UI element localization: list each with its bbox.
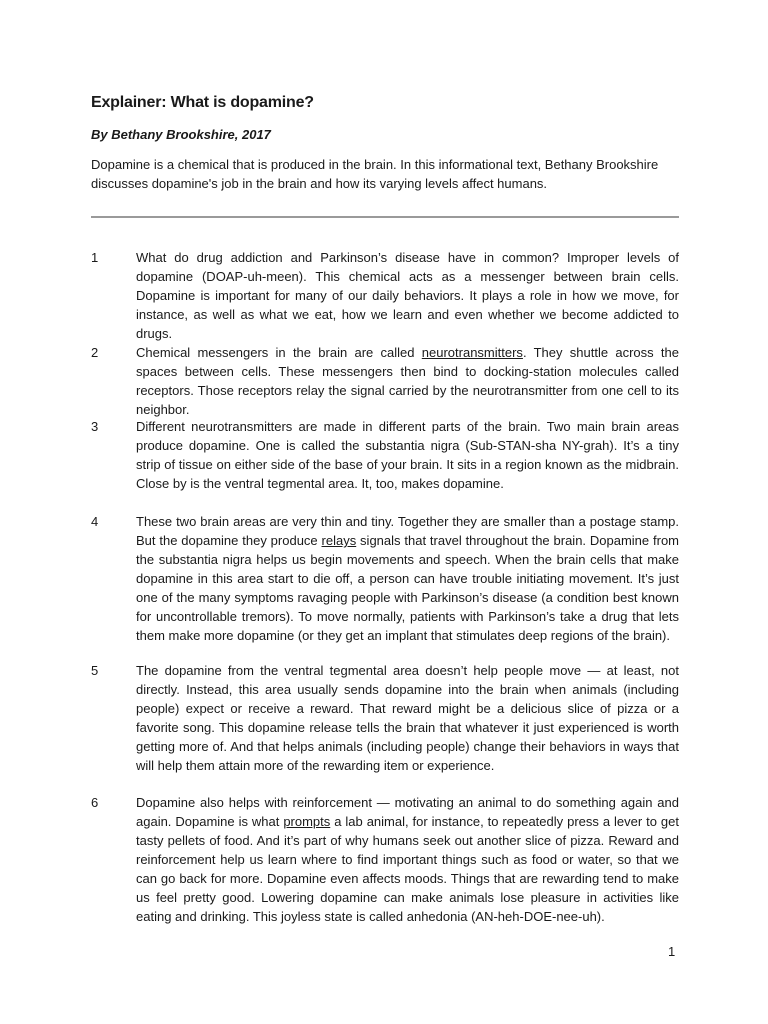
paragraph-text bbox=[136, 661, 679, 775]
paragraph-text bbox=[136, 512, 679, 645]
paragraph-text bbox=[136, 793, 679, 926]
paragraph-text-segment: Dopamine also helps with reinforcement — motivating an animal to do something again and again. Dopamine is what bbox=[136, 795, 679, 829]
paragraph-text-segment: a lab animal, for instance, to repeatedly press a lever to get tasty pellets of food. And it’s part of why humans seek out another slice of pizza. Reward and reinforcement help us learn where to find important things such as food or water, so that we can go back for more. Dopamine even affects moods. Things that are rewarding tend to make us feel pretty good. Lowering dopamine can make animals lose pleasure in activities like eating and drinking. This joyless state is called anhedonia (AN-heh-DOE-nee-uh). bbox=[136, 814, 679, 924]
vocabulary-term-relays: relays bbox=[321, 533, 357, 548]
section-divider bbox=[91, 216, 679, 218]
paragraph-text-segment: These two brain areas are very thin and tiny. Together they are smaller than a postage stamp. But the dopamine they produce bbox=[136, 514, 679, 548]
vocabulary-term-prompts: prompts bbox=[283, 814, 331, 829]
paragraph-text-segment: Different neurotransmitters are made in different parts of the brain. Two main brain areas produce dopamine. One is called the substantia nigra (Sub-STAN-sha NY-grah). It’s a tiny strip of tissue on either side of the base of your brain. It sits in a region known as the midbrain. Close by is the ventral tegmental area. It, too, makes dopamine. bbox=[136, 419, 679, 491]
paragraph-text-segment: Chemical messengers in the brain are called bbox=[136, 345, 422, 360]
paragraph-number: 6 bbox=[91, 795, 99, 810]
paragraph-text-segment: The dopamine from the ventral tegmental area doesn’t help people move — at least, not directly. Instead, this area usually sends dopamine into the brain when animals (including people) expect or receive a reward. That reward might be a delicious slice of pizza or a favorite song. This dopamine release tells the brain that whatever it just experienced is worth getting more of. And that helps animals (including people) change their behaviors in ways that will help them attain more of the rewarding item or experience. bbox=[136, 663, 679, 773]
paragraph-text bbox=[136, 248, 679, 343]
page-number: 1 bbox=[668, 944, 676, 959]
paragraph-text bbox=[136, 343, 679, 419]
paragraph-number: 2 bbox=[91, 345, 99, 360]
intro-summary: Dopamine is a chemical that is produced in the brain. In this informational text, Bethany Brookshire discusses dopamine's job in the brain and how its varying levels affect humans. bbox=[91, 157, 659, 191]
paragraph-text bbox=[136, 417, 679, 493]
paragraph-number: 5 bbox=[91, 663, 99, 678]
paragraph-text-segment: What do drug addiction and Parkinson’s disease have in common? Improper levels of dopamine (DOAP-uh-meen). This chemical acts as a messenger between brain cells. Dopamine is important for many of our daily behaviors. It plays a role in how we move, for instance, as well as what we eat, how we learn and even whether we become addicted to drugs. bbox=[136, 250, 679, 341]
paragraph-number: 3 bbox=[91, 419, 99, 434]
paragraph-text-segment: signals that travel throughout the brain. Dopamine from the substantia nigra helps us begin movements and speech. When the brain cells that make dopamine in this area start to die off, a person can have trouble initiating movement. It’s just one of the many symptoms ravaging people with Parkinson’s disease (a condition best known for uncontrollable tremors). To move normally, patients with Parkinson’s take a drug that lets them make more dopamine (or they get an implant that stimulates deep regions of the brain). bbox=[136, 533, 679, 643]
page-title: Explainer: What is dopamine? bbox=[91, 94, 314, 111]
vocabulary-term-neurotransmitters: neurotransmitters bbox=[421, 345, 523, 360]
paragraph-number: 1 bbox=[91, 250, 99, 265]
author-byline: By Bethany Brookshire, 2017 bbox=[91, 127, 271, 142]
paragraph-number: 4 bbox=[91, 514, 99, 529]
paragraph-text-segment: . They shuttle across the spaces between cells. These messengers then bind to docking-station molecules called receptors. Those receptors relay the signal carried by the neurotransmitter from one cell to its neighbor. bbox=[136, 345, 679, 417]
